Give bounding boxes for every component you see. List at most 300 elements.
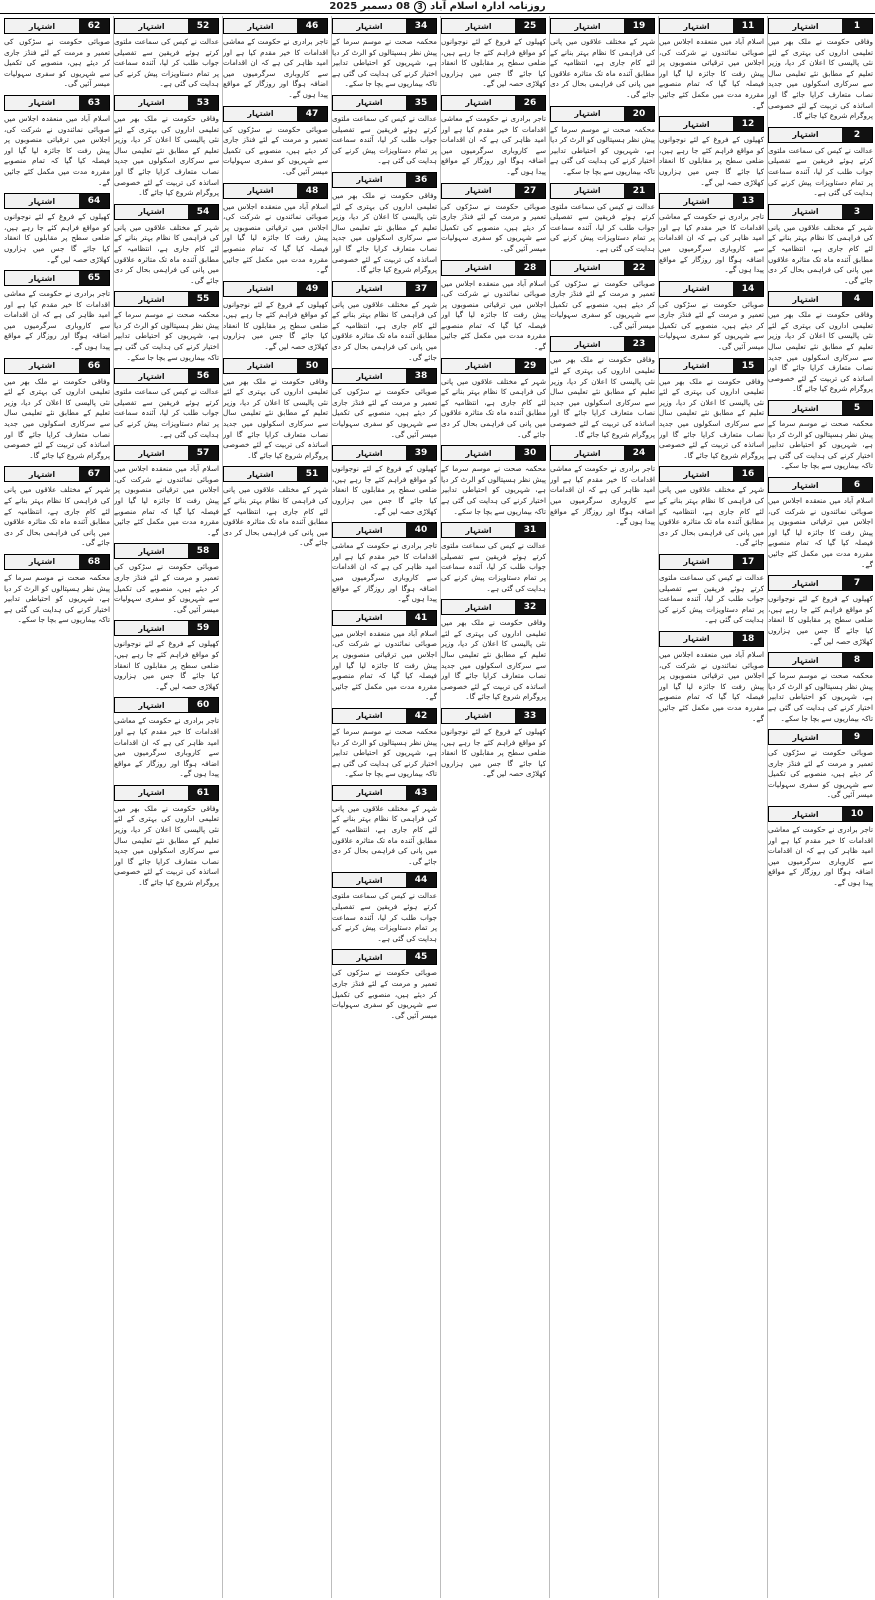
classified-ad [223, 181, 328, 276]
ad-number: 3 [842, 205, 872, 219]
ad-header [768, 575, 873, 591]
ad-label: اشتہار [769, 292, 842, 306]
classified-ad [332, 706, 437, 780]
ad-body: محکمہ صحت نے موسم سرما کے پیش نظر ہسپتالوں کو الرٹ کر دیا ہے، شہریوں کو احتیاطی تدابیر اختیار کرنے کی ہدایت کی گئی ہے تاکہ بیماریوں سے بچا جا سکے۔ [768, 671, 873, 723]
ad-number: 43 [406, 786, 436, 800]
classified-ad [550, 16, 655, 101]
ad-number: 52 [188, 19, 218, 33]
ad-number: 34 [406, 19, 436, 33]
ad-body: وفاقی حکومت نے ملک بھر میں تعلیمی اداروں کی بہتری کے لئے نئی پالیسی کا اعلان کر دیا، وزیر تعلیم کے مطابق نئے تعلیمی سال سے سرکاری اسکولوں میں جدید نصاب متعارف کرایا جائے گا اور اساتذہ کی تربیت کے لئے خصوصی پروگرام شروع کیا جائے گا۔ [223, 376, 328, 460]
ad-header [768, 400, 873, 416]
ad-label: اشتہار [769, 478, 842, 492]
ad-header [223, 281, 328, 297]
ad-body: صوبائی حکومت نے سڑکوں کی تعمیر و مرمت کے لئے فنڈز جاری کر دیئے ہیں، منصوبے کی تکمیل سے شہریوں کو سفری سہولیات میسر آئیں گی۔ [114, 562, 219, 614]
ad-label: اشتہار [333, 873, 406, 887]
classified-ad [223, 356, 328, 462]
ad-label: اشتہار [769, 205, 842, 219]
ad-header [768, 18, 873, 34]
ad-number: 47 [297, 107, 327, 121]
ad-label: اشتہار [660, 359, 733, 373]
ad-label: اشتہار [442, 359, 515, 373]
ad-header [332, 785, 437, 801]
classified-ad [114, 366, 219, 440]
ad-label: اشتہار [333, 19, 406, 33]
ad-label: اشتہار [442, 184, 515, 198]
classified-ad [768, 398, 873, 472]
ad-body: محکمہ صحت نے موسم سرما کے پیش نظر ہسپتالوں کو الرٹ کر دیا ہے، شہریوں کو احتیاطی تدابیر اختیار کرنے کی ہدایت کی گئی ہے تاکہ بیماریوں سے بچا جا سکے۔ [768, 419, 873, 471]
ad-body: وفاقی حکومت نے ملک بھر میں تعلیمی اداروں کی بہتری کے لئے نئی پالیسی کا اعلان کر دیا، وزیر تعلیم کے مطابق نئے تعلیمی سال سے سرکاری اسکولوں میں جدید نصاب متعارف کرایا جائے گا اور اساتذہ کی تربیت کے لئے خصوصی پروگرام شروع کیا جائے گا۔ [659, 376, 764, 460]
classified-ad [4, 356, 110, 462]
ad-label: اشتہار [224, 282, 297, 296]
ad-label: اشتہار [769, 19, 842, 33]
ad-header [768, 204, 873, 220]
ad-body: عدالت نے کیس کی سماعت ملتوی کرتے ہوئے فریقین سے تفصیلی جواب طلب کر لیا، آئندہ سماعت پر تمام دستاویزات پیش کرنے کی ہدایت کی گئی ہے۔ [114, 387, 219, 439]
ad-number: 41 [406, 611, 436, 625]
ad-body: تاجر برادری نے حکومت کے معاشی اقدامات کا خیر مقدم کیا ہے اور امید ظاہر کی ہے کہ ان اقدامات سے کاروباری سرگرمیوں میں اضافہ ہوگا اور روزگار کے مواقع پیدا ہوں گے۔ [114, 716, 219, 779]
ad-label: اشتہار [115, 205, 188, 219]
ad-header [659, 281, 764, 297]
classified-ad [223, 279, 328, 353]
ad-number: 49 [297, 282, 327, 296]
ad-header [114, 291, 219, 307]
ad-header [4, 358, 110, 374]
ad-header [550, 106, 655, 122]
classified-ad [659, 552, 764, 626]
classified-ad [550, 258, 655, 332]
ad-label: اشتہار [333, 786, 406, 800]
ad-header [768, 291, 873, 307]
ad-label: اشتہار [333, 709, 406, 723]
ad-label: اشتہار [333, 611, 406, 625]
ad-label: اشتہار [5, 467, 79, 481]
ad-number: 21 [624, 184, 654, 198]
classified-ad [441, 520, 546, 594]
classified-ad [659, 279, 764, 353]
ad-body: اسلام آباد میں منعقدہ اجلاس میں صوبائی نمائندوں نے شرکت کی، اجلاس میں ترقیاتی منصوبوں پر پیش رفت کا جائزہ لیا گیا اور فیصلہ کیا گیا کہ تمام منصوبے مقررہ مدت میں مکمل کئے جائیں گے۔ [223, 201, 328, 275]
ad-label: اشتہار [115, 786, 188, 800]
ad-body: تاجر برادری نے حکومت کے معاشی اقدامات کا خیر مقدم کیا ہے اور امید ظاہر کی ہے کہ ان اقدامات سے کاروباری سرگرمیوں میں اضافہ ہوگا اور روزگار کے مواقع پیدا ہوں گے۔ [223, 37, 328, 99]
ad-label: اشتہار [660, 19, 733, 33]
ad-header [659, 18, 764, 34]
ad-label: اشتہار [333, 173, 406, 187]
classified-ad [550, 443, 655, 528]
ad-header [441, 599, 546, 615]
ad-label: اشتہار [551, 184, 624, 198]
ad-label: اشتہار [769, 730, 842, 744]
ad-header [659, 193, 764, 209]
ad-body: کھیلوں کے فروغ کے لئے نوجوانوں کو مواقع فراہم کئے جا رہے ہیں، ضلعی سطح پر مقابلوں کا انعقاد کیا جائے گا جس میں ہزاروں کھلاڑی حصہ لیں گے۔ [768, 594, 873, 646]
ad-label: اشتہار [551, 261, 624, 275]
ad-label: اشتہار [551, 19, 624, 33]
ad-body: تاجر برادری نے حکومت کے معاشی اقدامات کا خیر مقدم کیا ہے اور امید ظاہر کی ہے کہ ان اقدامات سے کاروباری سرگرمیوں میں اضافہ ہوگا اور روزگار کے مواقع پیدا ہوں گے۔ [4, 289, 110, 352]
ad-body: وفاقی حکومت نے ملک بھر میں تعلیمی اداروں کی بہتری کے لئے نئی پالیسی کا اعلان کر دیا، وزیر تعلیم کے مطابق نئے تعلیمی سال سے سرکاری اسکولوں میں جدید نصاب متعارف کرایا جائے گا اور اساتذہ کی تربیت کے لئے خصوصی پروگرام شروع کیا جائے گا۔ [4, 376, 110, 460]
classified-ad [441, 597, 546, 703]
ad-header [332, 949, 437, 965]
ad-label: اشتہار [115, 544, 188, 558]
ad-header [114, 620, 219, 636]
ad-number: 55 [188, 292, 218, 306]
classified-ad [114, 443, 219, 538]
classified-ad [332, 93, 437, 167]
classified-ad [659, 114, 764, 188]
ad-body: وفاقی حکومت نے ملک بھر میں تعلیمی اداروں کی بہتری کے لئے نئی پالیسی کا اعلان کر دیا، وزیر تعلیم کے مطابق نئے تعلیمی سال سے سرکاری اسکولوں میں جدید نصاب متعارف کرایا جائے گا اور اساتذہ کی تربیت کے لئے خصوصی پروگرام شروع کیا جائے گا۔ [550, 355, 655, 439]
ad-label: اشتہار [224, 359, 297, 373]
ad-body: عدالت نے کیس کی سماعت ملتوی کرتے ہوئے فریقین سے تفصیلی جواب طلب کر لیا، آئندہ سماعت پر تمام دستاویزات پیش کرنے کی ہدایت کی گئی ہے۔ [332, 113, 437, 166]
ad-label: اشتہار [5, 19, 79, 33]
classified-ad [441, 706, 546, 780]
ad-header [659, 631, 764, 647]
ad-number: 59 [188, 621, 218, 635]
ad-header [441, 445, 546, 461]
ad-label: اشتہار [5, 271, 79, 285]
ad-body: شہر کے مختلف علاقوں میں پانی کی فراہمی کا نظام بہتر بنانے کے لئے کام جاری ہے، انتظامیہ کے مطابق آئندہ ماہ تک متاثرہ علاقوں میں پانی کی فراہمی بحال کر دی جائے گی۔ [4, 485, 110, 548]
ad-body: عدالت نے کیس کی سماعت ملتوی کرتے ہوئے فریقین سے تفصیلی جواب طلب کر لیا، آئندہ سماعت پر تمام دستاویزات پیش کرنے کی ہدایت کی گئی ہے۔ [768, 145, 873, 198]
ad-header [441, 522, 546, 538]
ad-header [768, 652, 873, 668]
ad-columns [2, 16, 873, 1598]
ad-label: اشتہار [115, 19, 188, 33]
classified-ad [768, 475, 873, 570]
ad-label: اشتہار [442, 523, 515, 537]
ad-body: تاجر برادری نے حکومت کے معاشی اقدامات کا خیر مقدم کیا ہے اور امید ظاہر کی ہے کہ ان اقدامات سے کاروباری سرگرمیوں میں اضافہ ہوگا اور روزگار کے مواقع پیدا ہوں گے۔ [441, 113, 546, 176]
ad-body: وفاقی حکومت نے ملک بھر میں تعلیمی اداروں کی بہتری کے لئے نئی پالیسی کا اعلان کر دیا، وزیر تعلیم کے مطابق نئے تعلیمی سال سے سرکاری اسکولوں میں جدید نصاب متعارف کرایا جائے گا اور اساتذہ کی تربیت کے لئے خصوصی پروگرام شروع کیا جائے گا۔ [332, 190, 437, 275]
ad-body: محکمہ صحت نے موسم سرما کے پیش نظر ہسپتالوں کو الرٹ کر دیا ہے، شہریوں کو احتیاطی تدابیر اختیار کرنے کی ہدایت کی گئی ہے تاکہ بیماریوں سے بچا جا سکے۔ [4, 572, 110, 625]
ad-label: اشتہار [115, 621, 188, 635]
ad-header [114, 697, 219, 713]
ad-label: اشتہار [5, 194, 79, 208]
ad-label: اشتہار [551, 446, 624, 460]
ad-number: 58 [188, 544, 218, 558]
ad-number: 24 [624, 446, 654, 460]
ad-label: اشتہار [224, 107, 297, 121]
ad-label: اشتہار [442, 709, 515, 723]
ad-label: اشتہار [551, 337, 624, 351]
ad-header [223, 358, 328, 374]
ad-body: محکمہ صحت نے موسم سرما کے پیش نظر ہسپتالوں کو الرٹ کر دیا ہے، شہریوں کو احتیاطی تدابیر اختیار کرنے کی ہدایت کی گئی ہے تاکہ بیماریوں سے بچا جا سکے۔ [332, 726, 437, 779]
classified-ad [550, 104, 655, 178]
ad-number: 65 [79, 271, 109, 285]
column-3 [549, 16, 655, 1598]
issue-date: 08 دسمبر 2025 [329, 1, 411, 12]
ad-number: 40 [406, 523, 436, 537]
ad-header [332, 522, 437, 538]
ad-body: محکمہ صحت نے موسم سرما کے پیش نظر ہسپتالوں کو الرٹ کر دیا ہے، شہریوں کو احتیاطی تدابیر اختیار کرنے کی ہدایت کی گئی ہے تاکہ بیماریوں سے بچا جا سکے۔ [114, 310, 219, 362]
ad-body: صوبائی حکومت نے سڑکوں کی تعمیر و مرمت کے لئے فنڈز جاری کر دیئے ہیں، منصوبے کی تکمیل سے شہریوں کو سفری سہولیات میسر آئیں گی۔ [659, 299, 764, 352]
ad-header [768, 127, 873, 143]
ad-number: 10 [842, 807, 872, 821]
classified-ad [332, 443, 437, 517]
ad-body: صوبائی حکومت نے سڑکوں کی تعمیر و مرمت کے لئے فنڈز جاری کر دیئے ہیں، منصوبے کی تکمیل سے شہریوں کو سفری سہولیات میسر آئیں گی۔ [768, 748, 873, 800]
classified-ad [659, 16, 764, 111]
ad-body: صوبائی حکومت نے سڑکوں کی تعمیر و مرمت کے لئے فنڈز جاری کر دیئے ہیں، منصوبے کی تکمیل سے شہریوں کو سفری سہولیات میسر آئیں گی۔ [441, 201, 546, 253]
ad-header [223, 183, 328, 199]
classified-ad [223, 104, 328, 178]
ad-label: اشتہار [660, 194, 733, 208]
ad-number: 27 [515, 184, 545, 198]
column-1 [767, 16, 873, 1598]
ad-header [550, 18, 655, 34]
ad-number: 5 [842, 401, 872, 415]
ad-label: اشتہار [442, 446, 515, 460]
ad-header [768, 477, 873, 493]
ad-header [550, 183, 655, 199]
ad-body: کھیلوں کے فروغ کے لئے نوجوانوں کو مواقع فراہم کئے جا رہے ہیں، ضلعی سطح پر مقابلوں کا انعقاد کیا جائے گا جس میں ہزاروں کھلاڑی حصہ لیں گے۔ [4, 212, 110, 264]
ad-label: اشتہار [660, 282, 733, 296]
ad-body: اسلام آباد میں منعقدہ اجلاس میں صوبائی نمائندوں نے شرکت کی، اجلاس میں ترقیاتی منصوبوں پر پیش رفت کا جائزہ لیا گیا اور فیصلہ کیا گیا کہ تمام منصوبے مقررہ مدت میں مکمل کئے جائیں گے۔ [332, 628, 437, 702]
classified-ad [659, 464, 764, 549]
ad-body: اسلام آباد میں منعقدہ اجلاس میں صوبائی نمائندوں نے شرکت کی، اجلاس میں ترقیاتی منصوبوں پر پیش رفت کا جائزہ لیا گیا اور فیصلہ کیا گیا کہ تمام منصوبے مقررہ مدت میں مکمل کئے جائیں گے۔ [768, 496, 873, 569]
ad-number: 37 [406, 282, 436, 296]
ad-header [441, 95, 546, 111]
classified-ad [332, 520, 437, 605]
ad-header [550, 336, 655, 352]
ad-body: تاجر برادری نے حکومت کے معاشی اقدامات کا خیر مقدم کیا ہے اور امید ظاہر کی ہے کہ ان اقدامات سے کاروباری سرگرمیوں میں اضافہ ہوگا اور روزگار کے مواقع پیدا ہوں گے۔ [659, 212, 764, 275]
ad-number: 6 [842, 478, 872, 492]
ad-number: 54 [188, 205, 218, 219]
ad-body: کھیلوں کے فروغ کے لئے نوجوانوں کو مواقع فراہم کئے جا رہے ہیں، ضلعی سطح پر مقابلوں کا انعقاد کیا جائے گا جس میں ہزاروں کھلاڑی حصہ لیں گے۔ [114, 639, 219, 691]
ad-number: 30 [515, 446, 545, 460]
ad-label: اشتہار [5, 555, 79, 569]
ad-number: 16 [733, 467, 763, 481]
ad-number: 64 [79, 194, 109, 208]
classified-ad [4, 464, 110, 549]
classified-ad [768, 289, 873, 395]
ad-body: وفاقی حکومت نے ملک بھر میں تعلیمی اداروں کی بہتری کے لئے نئی پالیسی کا اعلان کر دیا، وزیر تعلیم کے مطابق نئے تعلیمی سال سے سرکاری اسکولوں میں جدید نصاب متعارف کرایا جائے گا اور اساتذہ کی تربیت کے لئے خصوصی پروگرام شروع کیا جائے گا۔ [768, 37, 873, 121]
ad-number: 18 [733, 632, 763, 646]
ad-body: محکمہ صحت نے موسم سرما کے پیش نظر ہسپتالوں کو الرٹ کر دیا ہے، شہریوں کو احتیاطی تدابیر اختیار کرنے کی ہدایت کی گئی ہے تاکہ بیماریوں سے بچا جا سکے۔ [332, 37, 437, 89]
ad-label: اشتہار [442, 261, 515, 275]
ad-header [768, 729, 873, 745]
ad-label: اشتہار [115, 292, 188, 306]
ad-label: اشتہار [660, 632, 733, 646]
ad-number: 17 [733, 555, 763, 569]
ad-body: کھیلوں کے فروغ کے لئے نوجوانوں کو مواقع فراہم کئے جا رہے ہیں، ضلعی سطح پر مقابلوں کا انعقاد کیا جائے گا جس میں ہزاروں کھلاڑی حصہ لیں گے۔ [441, 726, 546, 779]
ad-number: 39 [406, 446, 436, 460]
ad-header [441, 18, 546, 34]
ad-header [223, 466, 328, 482]
ad-body: وفاقی حکومت نے ملک بھر میں تعلیمی اداروں کی بہتری کے لئے نئی پالیسی کا اعلان کر دیا، وزیر تعلیم کے مطابق نئے تعلیمی سال سے سرکاری اسکولوں میں جدید نصاب متعارف کرایا جائے گا اور اساتذہ کی تربیت کے لئے خصوصی پروگرام شروع کیا جائے گا۔ [114, 113, 219, 198]
ad-body: وفاقی حکومت نے ملک بھر میں تعلیمی اداروں کی بہتری کے لئے نئی پالیسی کا اعلان کر دیا، وزیر تعلیم کے مطابق نئے تعلیمی سال سے سرکاری اسکولوں میں جدید نصاب متعارف کرایا جائے گا اور اساتذہ کی تربیت کے لئے خصوصی پروگرام شروع کیا جائے گا۔ [114, 803, 219, 888]
column-7 [113, 16, 219, 1598]
column-4 [440, 16, 546, 1598]
ad-header [332, 368, 437, 384]
ad-header [4, 18, 110, 34]
ad-number: 31 [515, 523, 545, 537]
column-2 [658, 16, 764, 1598]
ad-label: اشتہار [769, 401, 842, 415]
ad-label: اشتہار [5, 96, 79, 110]
classified-ad [114, 618, 219, 692]
classified-ad [114, 783, 219, 889]
column-6 [222, 16, 328, 1598]
ad-header [332, 610, 437, 626]
ad-header [223, 106, 328, 122]
ad-body: اسلام آباد میں منعقدہ اجلاس میں صوبائی نمائندوں نے شرکت کی، اجلاس میں ترقیاتی منصوبوں پر پیش رفت کا جائزہ لیا گیا اور فیصلہ کیا گیا کہ تمام منصوبے مقررہ مدت میں مکمل کئے جائیں گے۔ [659, 649, 764, 723]
ad-number: 15 [733, 359, 763, 373]
ad-body: عدالت نے کیس کی سماعت ملتوی کرتے ہوئے فریقین سے تفصیلی جواب طلب کر لیا، آئندہ سماعت پر تمام دستاویزات پیش کرنے کی ہدایت کی گئی ہے۔ [659, 572, 764, 625]
ad-number: 32 [515, 600, 545, 614]
ad-body: شہر کے مختلف علاقوں میں پانی کی فراہمی کا نظام بہتر بنانے کے لئے کام جاری ہے، انتظامیہ کے مطابق آئندہ ماہ تک متاثرہ علاقوں میں پانی کی فراہمی بحال کر دی جائے گی۔ [659, 485, 764, 548]
ad-label: اشتہار [769, 576, 842, 590]
classified-ad [114, 695, 219, 780]
ad-body: کھیلوں کے فروغ کے لئے نوجوانوں کو مواقع فراہم کئے جا رہے ہیں، ضلعی سطح پر مقابلوں کا انعقاد کیا جائے گا جس میں ہزاروں کھلاڑی حصہ لیں گے۔ [659, 135, 764, 187]
ad-label: اشتہار [115, 446, 188, 460]
ad-header [550, 260, 655, 276]
ad-body: صوبائی حکومت نے سڑکوں کی تعمیر و مرمت کے لئے فنڈز جاری کر دیئے ہیں، منصوبے کی تکمیل سے شہریوں کو سفری سہولیات میسر آئیں گی۔ [332, 387, 437, 439]
ad-header [114, 445, 219, 461]
ad-number: 68 [79, 555, 109, 569]
ad-header [4, 554, 110, 570]
ad-body: اسلام آباد میں منعقدہ اجلاس میں صوبائی نمائندوں نے شرکت کی، اجلاس میں ترقیاتی منصوبوں پر پیش رفت کا جائزہ لیا گیا اور فیصلہ کیا گیا کہ تمام منصوبے مقررہ مدت میں مکمل کئے جائیں گے۔ [659, 37, 764, 110]
classified-ad [441, 93, 546, 178]
classified-ad [4, 552, 110, 626]
ad-label: اشتہار [333, 446, 406, 460]
classified-ad [332, 783, 437, 868]
classified-ad [768, 804, 873, 889]
ad-label: اشتہار [442, 600, 515, 614]
ad-number: 57 [188, 446, 218, 460]
ad-header [659, 116, 764, 132]
ad-header [441, 708, 546, 724]
ad-number: 8 [842, 653, 872, 667]
ad-body: محکمہ صحت نے موسم سرما کے پیش نظر ہسپتالوں کو الرٹ کر دیا ہے، شہریوں کو احتیاطی تدابیر اختیار کرنے کی ہدایت کی گئی ہے تاکہ بیماریوں سے بچا جا سکے۔ [441, 464, 546, 516]
classified-ad [332, 947, 437, 1021]
ad-body: شہر کے مختلف علاقوں میں پانی کی فراہمی کا نظام بہتر بنانے کے لئے کام جاری ہے، انتظامیہ کے مطابق آئندہ ماہ تک متاثرہ علاقوں میں پانی کی فراہمی بحال کر دی جائے گی۔ [332, 803, 437, 866]
ad-number: 12 [733, 117, 763, 131]
ad-body: تاجر برادری نے حکومت کے معاشی اقدامات کا خیر مقدم کیا ہے اور امید ظاہر کی ہے کہ ان اقدامات سے کاروباری سرگرمیوں میں اضافہ ہوگا اور روزگار کے مواقع پیدا ہوں گے۔ [332, 541, 437, 604]
ad-header [332, 281, 437, 297]
ad-label: اشتہار [115, 698, 188, 712]
ad-body: عدالت نے کیس کی سماعت ملتوی کرتے ہوئے فریقین سے تفصیلی جواب طلب کر لیا، آئندہ سماعت پر تمام دستاویزات پیش کرنے کی ہدایت کی گئی ہے۔ [441, 541, 546, 593]
ad-body: شہر کے مختلف علاقوں میں پانی کی فراہمی کا نظام بہتر بنانے کے لئے کام جاری ہے، انتظامیہ کے مطابق آئندہ ماہ تک متاثرہ علاقوں میں پانی کی فراہمی بحال کر دی جائے گی۔ [550, 37, 655, 99]
ad-header [332, 95, 437, 111]
ad-number: 60 [188, 698, 218, 712]
classified-ad [441, 258, 546, 353]
ad-number: 9 [842, 730, 872, 744]
ad-label: اشتہار [115, 369, 188, 383]
ad-body: صوبائی حکومت نے سڑکوں کی تعمیر و مرمت کے لئے فنڈز جاری کر دیئے ہیں، منصوبے کی تکمیل سے شہریوں کو سفری سہولیات میسر آئیں گی۔ [223, 124, 328, 176]
ad-number: 28 [515, 261, 545, 275]
ad-header [659, 554, 764, 570]
ad-number: 13 [733, 194, 763, 208]
ad-header [4, 270, 110, 286]
classified-ad [332, 366, 437, 440]
ad-header [659, 466, 764, 482]
classified-ad [441, 356, 546, 441]
classified-ad [441, 16, 546, 90]
ad-label: اشتہار [551, 107, 624, 121]
ad-number: 4 [842, 292, 872, 306]
ad-number: 53 [188, 96, 218, 110]
ad-label: اشتہار [224, 467, 297, 481]
classified-ad [768, 727, 873, 801]
classified-ad [768, 202, 873, 287]
ad-label: اشتہار [660, 117, 733, 131]
ad-body: شہر کے مختلف علاقوں میں پانی کی فراہمی کا نظام بہتر بنانے کے لئے کام جاری ہے، انتظامیہ کے مطابق آئندہ ماہ تک متاثرہ علاقوں میں پانی کی فراہمی بحال کر دی جائے گی۔ [441, 376, 546, 439]
ad-header [332, 872, 437, 888]
classified-ad [4, 16, 110, 90]
classified-ad [332, 608, 437, 703]
ad-body: کھیلوں کے فروغ کے لئے نوجوانوں کو مواقع فراہم کئے جا رہے ہیں، ضلعی سطح پر مقابلوں کا انعقاد کیا جائے گا جس میں ہزاروں کھلاڑی حصہ لیں گے۔ [441, 37, 546, 89]
ad-label: اشتہار [442, 19, 515, 33]
ad-header [223, 18, 328, 34]
ad-label: اشتہار [224, 184, 297, 198]
ad-label: اشتہار [333, 369, 406, 383]
classified-ad [768, 650, 873, 724]
classified-ad [114, 202, 219, 287]
ad-header [332, 172, 437, 188]
ad-number: 50 [297, 359, 327, 373]
column-8 [4, 16, 110, 1598]
ad-header [441, 183, 546, 199]
newspaper-title: روزنامہ ادارہ اسلام آباد [430, 1, 546, 12]
ad-number: 29 [515, 359, 545, 373]
ad-body: تاجر برادری نے حکومت کے معاشی اقدامات کا خیر مقدم کیا ہے اور امید ظاہر کی ہے کہ ان اقدامات سے کاروباری سرگرمیوں میں اضافہ ہوگا اور روزگار کے مواقع پیدا ہوں گے۔ [768, 825, 873, 888]
ad-number: 66 [79, 359, 109, 373]
ad-label: اشتہار [115, 96, 188, 110]
ad-number: 44 [406, 873, 436, 887]
ad-number: 38 [406, 369, 436, 383]
ad-body: شہر کے مختلف علاقوں میں پانی کی فراہمی کا نظام بہتر بنانے کے لئے کام جاری ہے، انتظامیہ کے مطابق آئندہ ماہ تک متاثرہ علاقوں میں پانی کی فراہمی بحال کر دی جائے گی۔ [114, 222, 219, 285]
ad-label: اشتہار [333, 96, 406, 110]
classified-ad [114, 16, 219, 90]
ad-label: اشتہار [769, 653, 842, 667]
ad-header [114, 785, 219, 801]
ad-body: عدالت نے کیس کی سماعت ملتوی کرتے ہوئے فریقین سے تفصیلی جواب طلب کر لیا، آئندہ سماعت پر تمام دستاویزات پیش کرنے کی ہدایت کی گئی ہے۔ [114, 37, 219, 89]
ad-header [441, 358, 546, 374]
ad-number: 48 [297, 184, 327, 198]
classified-ad [550, 181, 655, 255]
ad-number: 61 [188, 786, 218, 800]
ad-number: 23 [624, 337, 654, 351]
classified-ad [441, 443, 546, 517]
ad-number: 11 [733, 19, 763, 33]
ad-body: اسلام آباد میں منعقدہ اجلاس میں صوبائی نمائندوں نے شرکت کی، اجلاس میں ترقیاتی منصوبوں پر پیش رفت کا جائزہ لیا گیا اور فیصلہ کیا گیا کہ تمام منصوبے مقررہ مدت میں مکمل کئے جائیں گے۔ [4, 113, 110, 187]
ad-number: 46 [297, 19, 327, 33]
ad-body: عدالت نے کیس کی سماعت ملتوی کرتے ہوئے فریقین سے تفصیلی جواب طلب کر لیا، آئندہ سماعت پر تمام دستاویزات پیش کرنے کی ہدایت کی گئی ہے۔ [332, 891, 437, 943]
ad-label: اشتہار [5, 359, 79, 373]
ad-number: 63 [79, 96, 109, 110]
classified-ad [768, 16, 873, 122]
ad-number: 36 [406, 173, 436, 187]
classified-ad [659, 629, 764, 724]
classified-ad [223, 464, 328, 549]
ad-header [768, 806, 873, 822]
ad-header [332, 708, 437, 724]
ad-number: 22 [624, 261, 654, 275]
ad-label: اشتہار [660, 555, 733, 569]
ad-label: اشتہار [769, 128, 842, 142]
ad-body: محکمہ صحت نے موسم سرما کے پیش نظر ہسپتالوں کو الرٹ کر دیا ہے، شہریوں کو احتیاطی تدابیر اختیار کرنے کی ہدایت کی گئی ہے تاکہ بیماریوں سے بچا جا سکے۔ [550, 124, 655, 176]
classified-ad [223, 16, 328, 101]
ad-header [114, 95, 219, 111]
column-5 [331, 16, 437, 1598]
ad-body: وفاقی حکومت نے ملک بھر میں تعلیمی اداروں کی بہتری کے لئے نئی پالیسی کا اعلان کر دیا، وزیر تعلیم کے مطابق نئے تعلیمی سال سے سرکاری اسکولوں میں جدید نصاب متعارف کرایا جائے گا اور اساتذہ کی تربیت کے لئے خصوصی پروگرام شروع کیا جائے گا۔ [768, 310, 873, 394]
ad-body: وفاقی حکومت نے ملک بھر میں تعلیمی اداروں کی بہتری کے لئے نئی پالیسی کا اعلان کر دیا، وزیر تعلیم کے مطابق نئے تعلیمی سال سے سرکاری اسکولوں میں جدید نصاب متعارف کرایا جائے گا اور اساتذہ کی تربیت کے لئے خصوصی پروگرام شروع کیا جائے گا۔ [441, 618, 546, 702]
ad-header [4, 95, 110, 111]
ad-label: اشتہار [333, 950, 406, 964]
ad-header [114, 543, 219, 559]
classified-ad [332, 170, 437, 276]
ad-number: 42 [406, 709, 436, 723]
ad-label: اشتہار [333, 523, 406, 537]
classified-ad [332, 279, 437, 364]
ad-number: 2 [842, 128, 872, 142]
ad-number: 62 [79, 19, 109, 33]
ad-body: شہر کے مختلف علاقوں میں پانی کی فراہمی کا نظام بہتر بنانے کے لئے کام جاری ہے، انتظامیہ کے مطابق آئندہ ماہ تک متاثرہ علاقوں میں پانی کی فراہمی بحال کر دی جائے گی۔ [332, 299, 437, 362]
ad-label: اشتہار [660, 467, 733, 481]
ad-header [332, 445, 437, 461]
